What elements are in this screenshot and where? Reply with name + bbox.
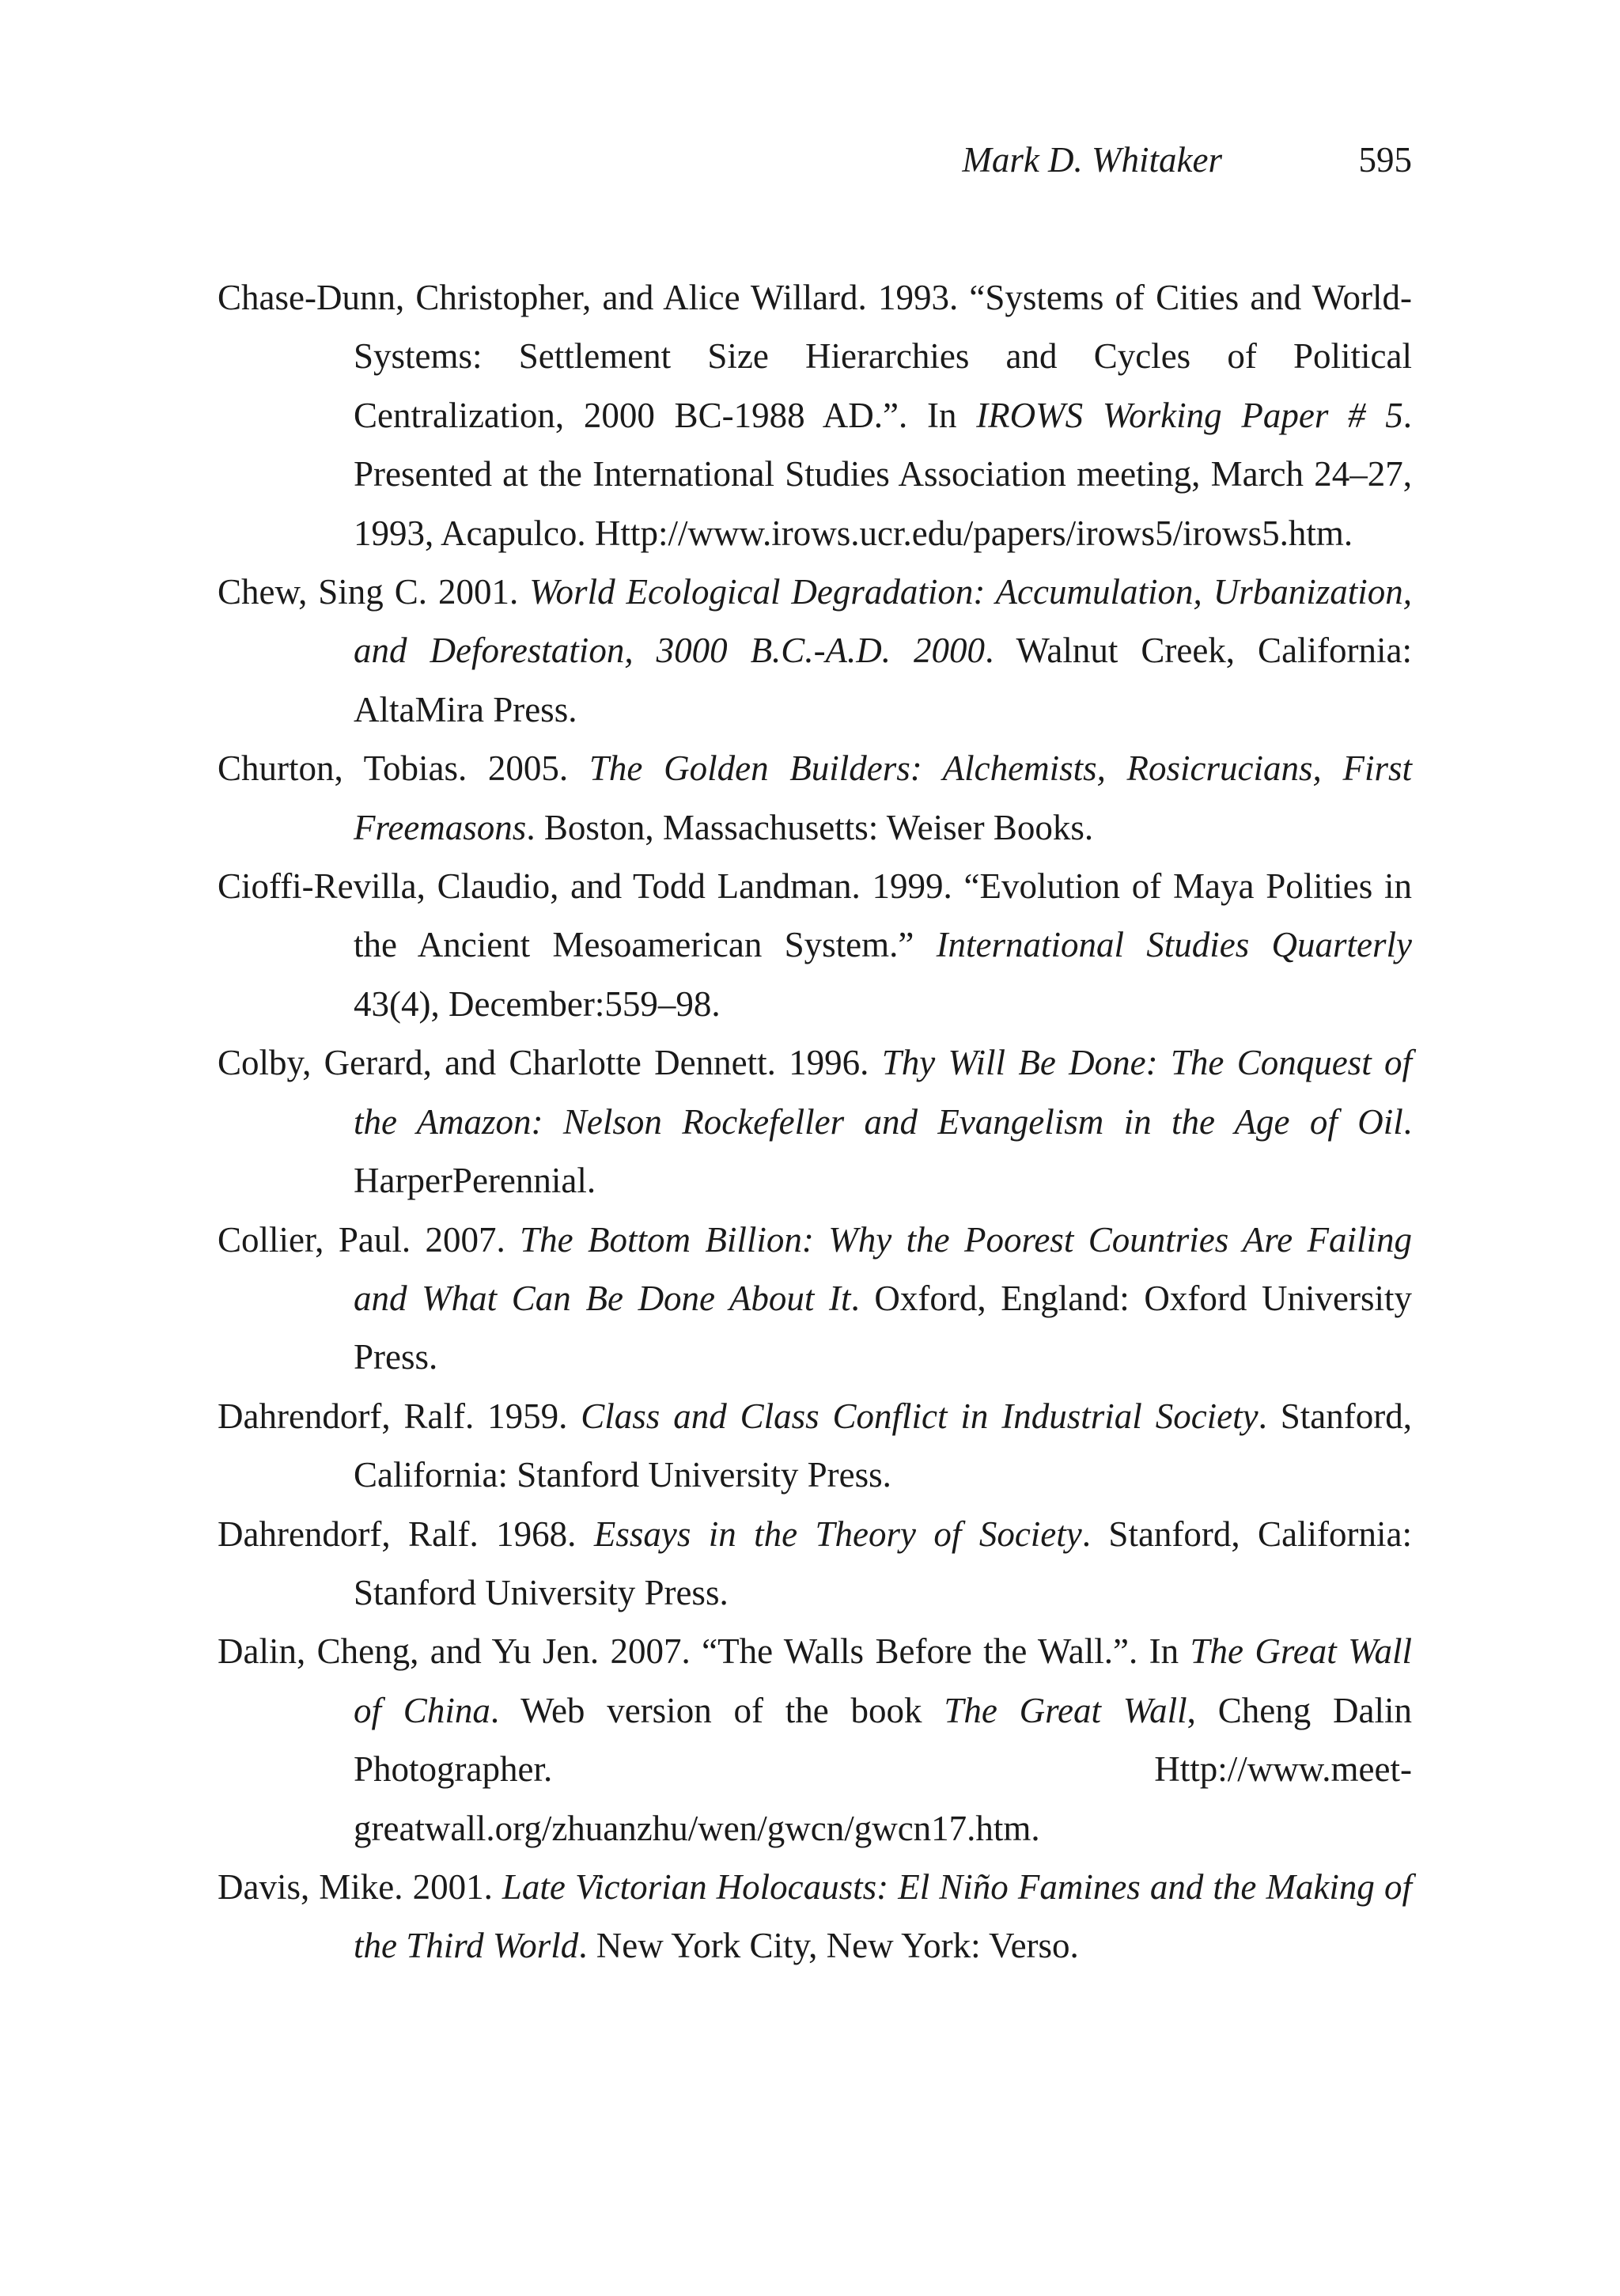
reference-entry <box>218 1858 1412 1976</box>
reference-title: International Studies Quarterly <box>936 925 1413 965</box>
reference-text: . Boston, Massachusetts: Weiser Books. <box>526 807 1094 847</box>
reference-entry <box>218 563 1412 739</box>
reference-title: Essays in the Theory of Society <box>593 1514 1082 1554</box>
reference-text: Davis, Mike. 2001. <box>218 1866 502 1907</box>
reference-text: Cioffi-Revilla, Claudio, and Todd Landman. 1999. “Evolution of Maya Polities in the Ancient Mesoamerican System.” <box>218 866 1412 965</box>
reference-text: Dahrendorf, Ralf. 1968. <box>218 1514 594 1554</box>
reference-title: IROWS Working Paper # 5 <box>976 395 1403 435</box>
reference-text: , Cheng Dalin Photographer. Http://www.meet-greatwall.org/zhuanzhu/wen/gwcn/gwcn17.htm. <box>354 1690 1412 1848</box>
reference-entry <box>218 1211 1412 1387</box>
reference-title: The Great Wall <box>944 1690 1187 1730</box>
reference-text: . Web version of the book <box>490 1690 944 1730</box>
page-number: 595 <box>1358 140 1412 180</box>
reference-text: . Stanford, California: Stanford University Press. <box>354 1396 1412 1495</box>
reference-title: The Golden Builders: Alchemists, Rosicrucians, First Freemasons <box>354 748 1412 847</box>
reference-text: Collier, Paul. 2007. <box>218 1219 520 1260</box>
reference-list <box>218 268 1412 1976</box>
reference-title: Thy Will Be Done: The Conquest of the Amazon: Nelson Rockefeller and Evangelism in the Age of Oil <box>354 1043 1413 1142</box>
reference-text: Colby, Gerard, and Charlotte Dennett. 1996. <box>218 1043 882 1083</box>
reference-text: Churton, Tobias. 2005. <box>218 748 589 789</box>
reference-title: Late Victorian Holocausts: El Niño Famines and the Making of the Third World <box>354 1866 1412 1966</box>
running-head-author: Mark D. Whitaker <box>962 140 1222 180</box>
reference-text: 43(4), December:559–98. <box>354 983 721 1024</box>
reference-text: . Stanford, California: Stanford University Press. <box>354 1514 1412 1612</box>
reference-text: Dalin, Cheng, and Yu Jen. 2007. “The Walls Before the Wall.”. In <box>218 1631 1190 1672</box>
reference-text: . HarperPerennial. <box>354 1101 1412 1201</box>
reference-title: The Great Wall of China <box>354 1631 1412 1730</box>
reference-text: . Presented at the International Studies Association meeting, March 24–27, 1993, Acapulco. Http://www.irows.ucr.edu/papers/irows5/irows5.htm. <box>354 395 1412 553</box>
reference-entry <box>218 1622 1412 1858</box>
reference-text: Chase-Dunn, Christopher, and Alice Willard. 1993. “Systems of Cities and World-Systems: Settlement Size Hierarchies and Cycles of Political Centralization, 2000 BC-1988 AD.”. In <box>218 278 1412 435</box>
reference-title: The Bottom Billion: Why the Poorest Countries Are Failing and What Can Be Done About It <box>354 1219 1413 1318</box>
reference-text: Dahrendorf, Ralf. 1959. <box>218 1396 581 1436</box>
reference-text: . New York City, New York: Verso. <box>578 1926 1079 1966</box>
reference-text: Chew, Sing C. 2001. <box>218 572 530 612</box>
reference-entry <box>218 268 1412 563</box>
reference-entry <box>218 857 1412 1033</box>
reference-entry <box>218 739 1412 857</box>
reference-entry <box>218 1033 1412 1210</box>
reference-text: . Oxford, England: Oxford University Press. <box>354 1278 1412 1377</box>
reference-text: . Walnut Creek, California: AltaMira Press. <box>354 631 1412 729</box>
reference-entry <box>218 1505 1412 1623</box>
reference-title: Class and Class Conflict in Industrial Society <box>581 1396 1259 1436</box>
reference-title: World Ecological Degradation: Accumulation, Urbanization, and Deforestation, 3000 B.C.-A.D. 2000 <box>354 572 1412 671</box>
running-head <box>218 136 1412 184</box>
reference-entry <box>218 1387 1412 1505</box>
